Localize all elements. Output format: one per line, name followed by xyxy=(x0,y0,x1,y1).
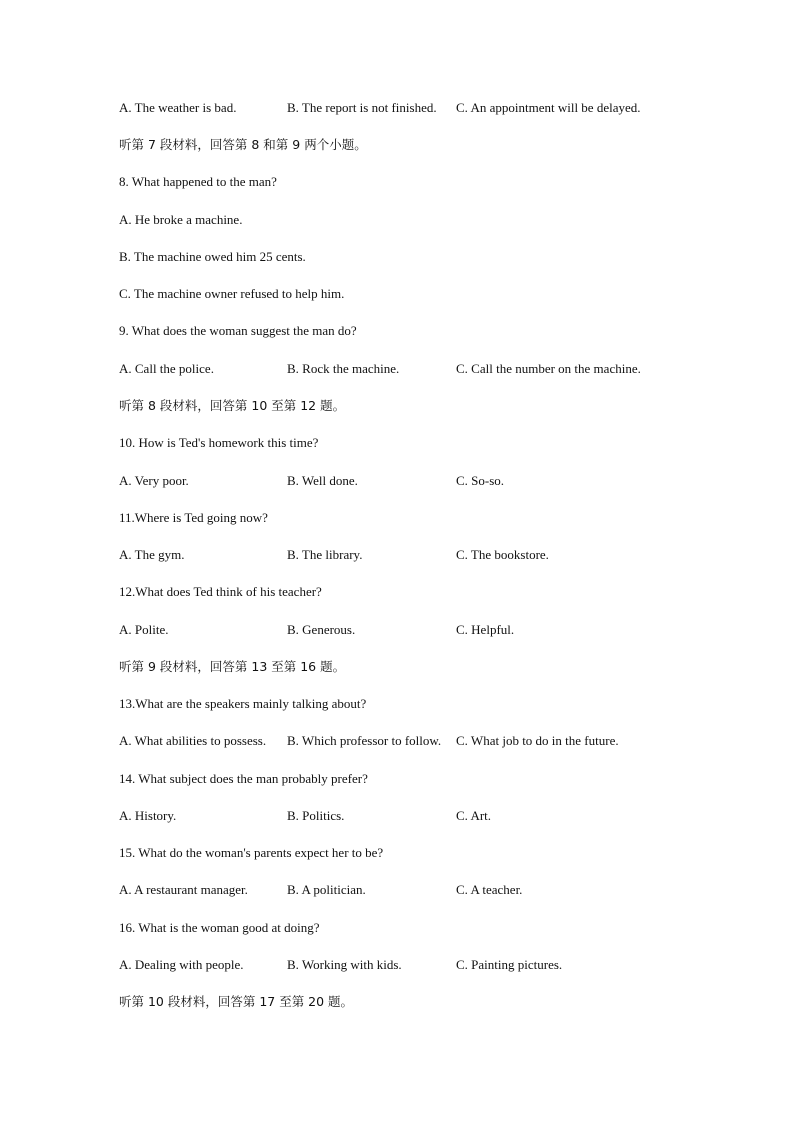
q15-option-c: C. A teacher. xyxy=(456,882,523,897)
q11-option-c: C. The bookstore. xyxy=(456,547,549,562)
q14-option-c: C. Art. xyxy=(456,808,492,823)
q11-option-a: A. The gym. xyxy=(119,547,185,562)
q11-option-b: B. The library. xyxy=(287,547,363,562)
q13-question: 13.What are the speakers mainly talking about? xyxy=(119,696,367,711)
q15-option-a: A. A restaurant manager. xyxy=(119,882,248,897)
q14-option-b: B. Politics. xyxy=(287,808,345,823)
section-10-instruction: 听第 10 段材料，回答第 17 至第 20 题。 xyxy=(119,994,354,1009)
q8-question: 8. What happened to the man? xyxy=(119,174,277,189)
q7-option-b: B. The report is not finished. xyxy=(287,100,437,115)
q11-question: 11.Where is Ted going now? xyxy=(119,510,268,525)
q8-option-b: B. The machine owed him 25 cents. xyxy=(119,249,306,264)
q10-option-a: A. Very poor. xyxy=(119,473,189,488)
section-8-instruction: 听第 8 段材料，回答第 10 至第 12 题。 xyxy=(119,398,346,413)
q14-option-a: A. History. xyxy=(119,808,177,823)
q16-option-a: A. Dealing with people. xyxy=(119,957,244,972)
q14-question: 14. What subject does the man probably prefer? xyxy=(119,771,368,786)
q9-option-c: C. Call the number on the machine. xyxy=(456,361,641,376)
q10-option-b: B. Well done. xyxy=(287,473,358,488)
q16-option-c: C. Painting pictures. xyxy=(456,957,563,972)
q12-option-c: C. Helpful. xyxy=(456,622,515,637)
q8-option-c: C. The machine owner refused to help him. xyxy=(119,286,345,301)
q12-question: 12.What does Ted think of his teacher? xyxy=(119,584,322,599)
q10-option-c: C. So-so. xyxy=(456,473,505,488)
section-9-instruction: 听第 9 段材料，回答第 13 至第 16 题。 xyxy=(119,659,346,674)
q13-option-a: A. What abilities to possess. xyxy=(119,733,267,748)
q16-question: 16. What is the woman good at doing? xyxy=(119,920,320,935)
q9-option-b: B. Rock the machine. xyxy=(287,361,400,376)
q16-option-b: B. Working with kids. xyxy=(287,957,402,972)
q9-question: 9. What does the woman suggest the man do? xyxy=(119,323,357,338)
q15-option-b: B. A politician. xyxy=(287,882,366,897)
q9-option-a: A. Call the police. xyxy=(119,361,214,376)
q15-question: 15. What do the woman's parents expect her to be? xyxy=(119,845,384,860)
q7-option-c: C. An appointment will be delayed. xyxy=(456,100,641,115)
q13-option-b: B. Which professor to follow. xyxy=(287,733,442,748)
q13-option-c: C. What job to do in the future. xyxy=(456,733,619,748)
q12-option-b: B. Generous. xyxy=(287,622,356,637)
q10-question: 10. How is Ted's homework this time? xyxy=(119,435,319,450)
q12-option-a: A. Polite. xyxy=(119,622,169,637)
q8-option-a: A. He broke a machine. xyxy=(119,212,243,227)
section-7-instruction: 听第 7 段材料，回答第 8 和第 9 两个小题。 xyxy=(119,137,367,152)
q7-option-a: A. The weather is bad. xyxy=(119,100,237,115)
